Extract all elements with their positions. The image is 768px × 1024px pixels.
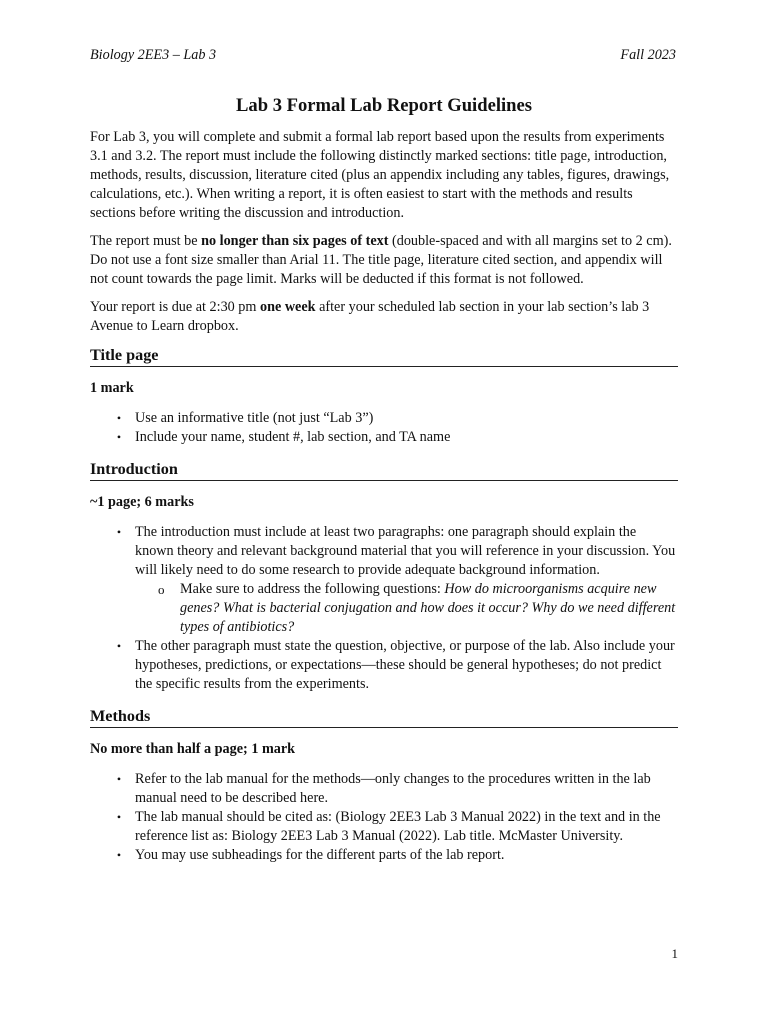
intro-paragraph-2 [90,232,678,289]
list-item-text: Include your name, student #, lab section, and TA name [135,429,451,445]
sub-list-item [135,580,678,637]
bullet-icon: • [116,810,122,824]
bullet-icon: • [116,430,122,444]
document-title: Lab 3 Formal Lab Report Guidelines [236,95,532,116]
list-item-text: You may use subheadings for the different parts of the lab report. [135,847,505,863]
bullet-icon: • [116,639,122,653]
section-heading-title-page: Title page [90,345,678,367]
running-header [90,46,678,66]
list-item [90,409,678,428]
list-item [90,770,678,808]
document-page [90,0,678,1024]
title-page-list [90,409,678,447]
title-page-marks: 1 mark [90,380,134,396]
page-limit-emphasis: no longer than six pages of text [201,233,389,249]
due-text-after: after your scheduled lab section in your lab section’s lab 3 Avenue to Learn dropbox. [90,299,650,334]
introduction-marks: ~1 page; 6 marks [90,494,194,510]
bullet-icon: • [116,525,122,539]
page-limit-text-after: (double-spaced and with all margins set to 2 cm). Do not use a font size smaller than Arial 11. The title page, literature cited section, and appendix will not count towards the page limit. Marks will be deducted if this format is not followed. [90,233,672,287]
due-emphasis: one week [259,299,316,315]
page-limit-text-before: The report must be [90,233,202,249]
bullet-icon: • [116,848,122,862]
list-item [90,846,678,865]
list-item [90,428,678,447]
header-term: Fall 2023 [620,47,676,63]
introduction-list [90,523,678,694]
list-item-text: Refer to the lab manual for the methods—only changes to the procedures written in the lab manual need to be described here. [135,771,651,806]
list-item-text: Use an informative title (not just “Lab 3”) [135,410,374,426]
list-item [90,808,678,846]
circle-bullet-icon: o [158,582,165,597]
list-item [90,637,678,694]
list-item-text: The introduction must include at least two paragraphs: one paragraph should explain the known theory and relevant background material that you will reference in your discussion. You will likely need to do some research to provide adequate background information. [135,524,676,578]
guiding-questions: How do microorganisms acquire new genes? What is bacterial conjugation and how does it occur? Why do we need different types of antibiotics? [180,581,676,635]
page-number: 1 [671,946,678,961]
methods-list [90,770,678,865]
sub-item-text: Make sure to address the following questions: [180,581,445,597]
list-item-text: The lab manual should be cited as: (Biology 2EE3 Lab 3 Manual 2022) in the text and in the reference list as: Biology 2EE3 Lab 3 Manual (2022). Lab title. McMaster University. [135,809,661,844]
introduction-sublist [135,580,678,637]
section-heading-methods: Methods [90,706,678,728]
intro-paragraph-3 [90,298,678,336]
methods-marks: No more than half a page; 1 mark [90,741,296,757]
bullet-icon: • [116,411,122,425]
document-body [90,128,678,865]
intro-paragraph-1: For Lab 3, you will complete and submit a formal lab report based upon the results from experiments 3.1 and 3.2. The report must include the following distinctly marked sections: title page, introduction, methods, results, discussion, literature cited (plus an appendix including any tables, figures, drawings, calculations, etc.). When writing a report, it is often easiest to start with the methods and results sections before writing the discussion and introduction. [90,129,670,221]
due-text-before: Your report is due at 2:30 pm [90,299,260,315]
list-item-text: The other paragraph must state the question, objective, or purpose of the lab. Also include your hypotheses, predictions, or expectations—these should be general hypotheses; do not predict the specific results from the experiments. [135,638,675,692]
bullet-icon: • [116,772,122,786]
section-heading-introduction: Introduction [90,459,678,481]
list-item [90,523,678,637]
header-course: Biology 2EE3 – Lab 3 [90,47,217,63]
